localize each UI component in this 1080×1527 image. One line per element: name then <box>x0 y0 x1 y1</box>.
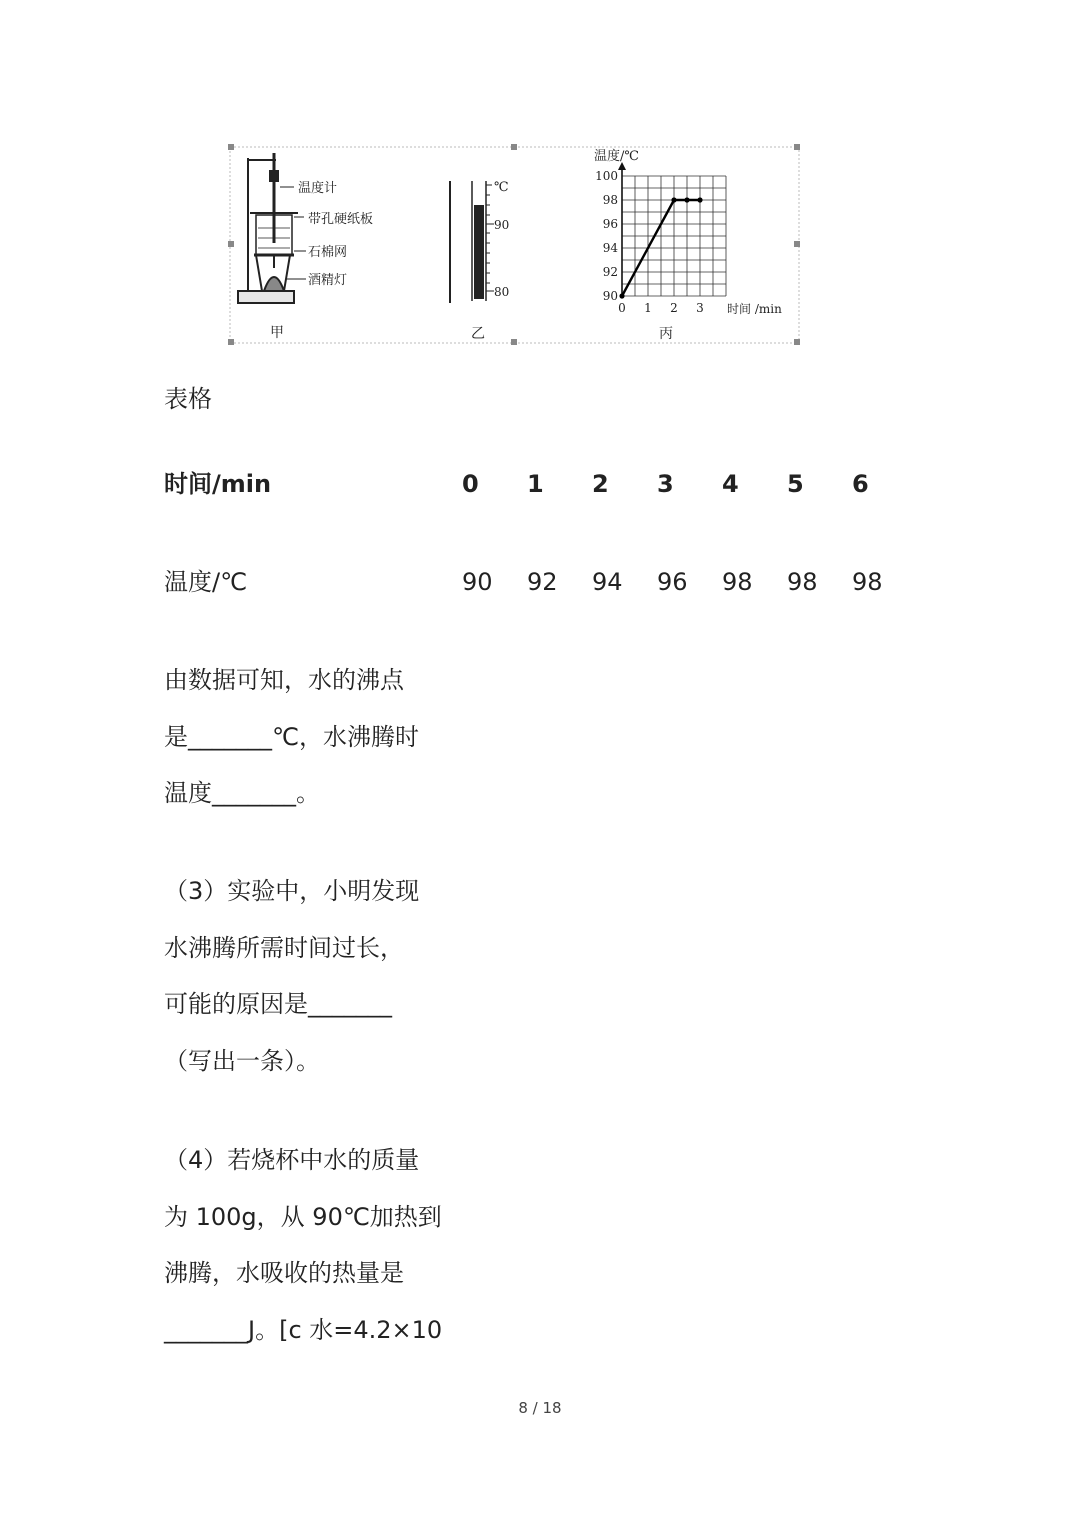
table-temp-2: 94 <box>592 568 623 596</box>
label-thermometer: 温度计 <box>298 181 338 196</box>
graph-xlabel: 时间 /min <box>727 302 782 316</box>
y-tick-label: 96 <box>602 217 618 231</box>
table-time-6: 6 <box>852 470 869 498</box>
x-tick-label: 2 <box>670 301 678 315</box>
x-tick-label: 1 <box>644 301 652 315</box>
data-point <box>671 197 676 202</box>
y-tick-label: 98 <box>602 193 618 207</box>
table-time-3: 3 <box>657 470 674 498</box>
text-line: 沸腾，水吸收的热量是 <box>164 1259 404 1287</box>
caption-yi: 乙 <box>471 326 485 342</box>
x-tick-label: 3 <box>696 301 704 315</box>
table-time-2: 2 <box>592 470 609 498</box>
thermometer-yi <box>450 181 494 303</box>
table-temp-0: 90 <box>462 568 493 596</box>
table-row2-label: 温度/℃ <box>164 568 248 596</box>
text-line: （写出一条）。 <box>164 1047 320 1075</box>
text-line: 是_______℃，水沸腾时 <box>164 723 419 751</box>
table-temp-5: 98 <box>787 568 818 596</box>
text-line: 由数据可知，水的沸点 <box>164 666 404 694</box>
caption-bing: 丙 <box>659 326 673 342</box>
text-line: （4）若烧杯中水的质量 <box>164 1146 420 1174</box>
x-tick-label: 0 <box>618 301 626 315</box>
thermometer-tick-90: 90 <box>494 218 510 232</box>
section-label: 表格 <box>164 385 212 413</box>
table-row1-label: 时间/min <box>164 470 272 498</box>
thermometer-unit: ℃ <box>494 180 509 195</box>
figure-svg <box>228 143 802 346</box>
table-time-5: 5 <box>787 470 804 498</box>
table-temp-1: 92 <box>527 568 558 596</box>
text-line: _______J。[c 水=4.2×10 <box>164 1316 443 1344</box>
experiment-figure <box>228 143 802 346</box>
thermometer-tick-80: 80 <box>494 285 510 299</box>
table-time-4: 4 <box>722 470 739 498</box>
label-cardboard: 带孔硬纸板 <box>308 212 374 227</box>
table-time-0: 0 <box>462 470 479 498</box>
y-tick-label: 90 <box>602 289 618 303</box>
text-line: 水沸腾所需时间过长， <box>164 934 404 962</box>
y-tick-label: 94 <box>602 241 618 255</box>
data-point <box>684 197 689 202</box>
caption-jia: 甲 <box>270 325 284 341</box>
data-point <box>619 293 624 298</box>
text-line: 为 100g，从 90℃加热到 <box>164 1203 442 1231</box>
graph-bing <box>595 162 726 315</box>
label-asbestos-net: 石棉网 <box>308 245 348 260</box>
apparatus-jia <box>238 153 306 303</box>
y-tick-label: 92 <box>602 265 618 279</box>
table-temp-6: 98 <box>852 568 883 596</box>
data-point <box>697 197 702 202</box>
table-temp-3: 96 <box>657 568 688 596</box>
page-number: 8 / 18 <box>518 1399 562 1417</box>
text-line: （3）实验中，小明发现 <box>164 877 420 905</box>
table-time-1: 1 <box>527 470 544 498</box>
text-line: 可能的原因是_______ <box>164 990 392 1018</box>
y-tick-label: 100 <box>595 169 618 183</box>
label-alcohol-lamp: 酒精灯 <box>308 273 348 288</box>
table-temp-4: 98 <box>722 568 753 596</box>
graph-ylabel: 温度/℃ <box>594 149 639 164</box>
text-line: 温度_______。 <box>164 779 320 807</box>
